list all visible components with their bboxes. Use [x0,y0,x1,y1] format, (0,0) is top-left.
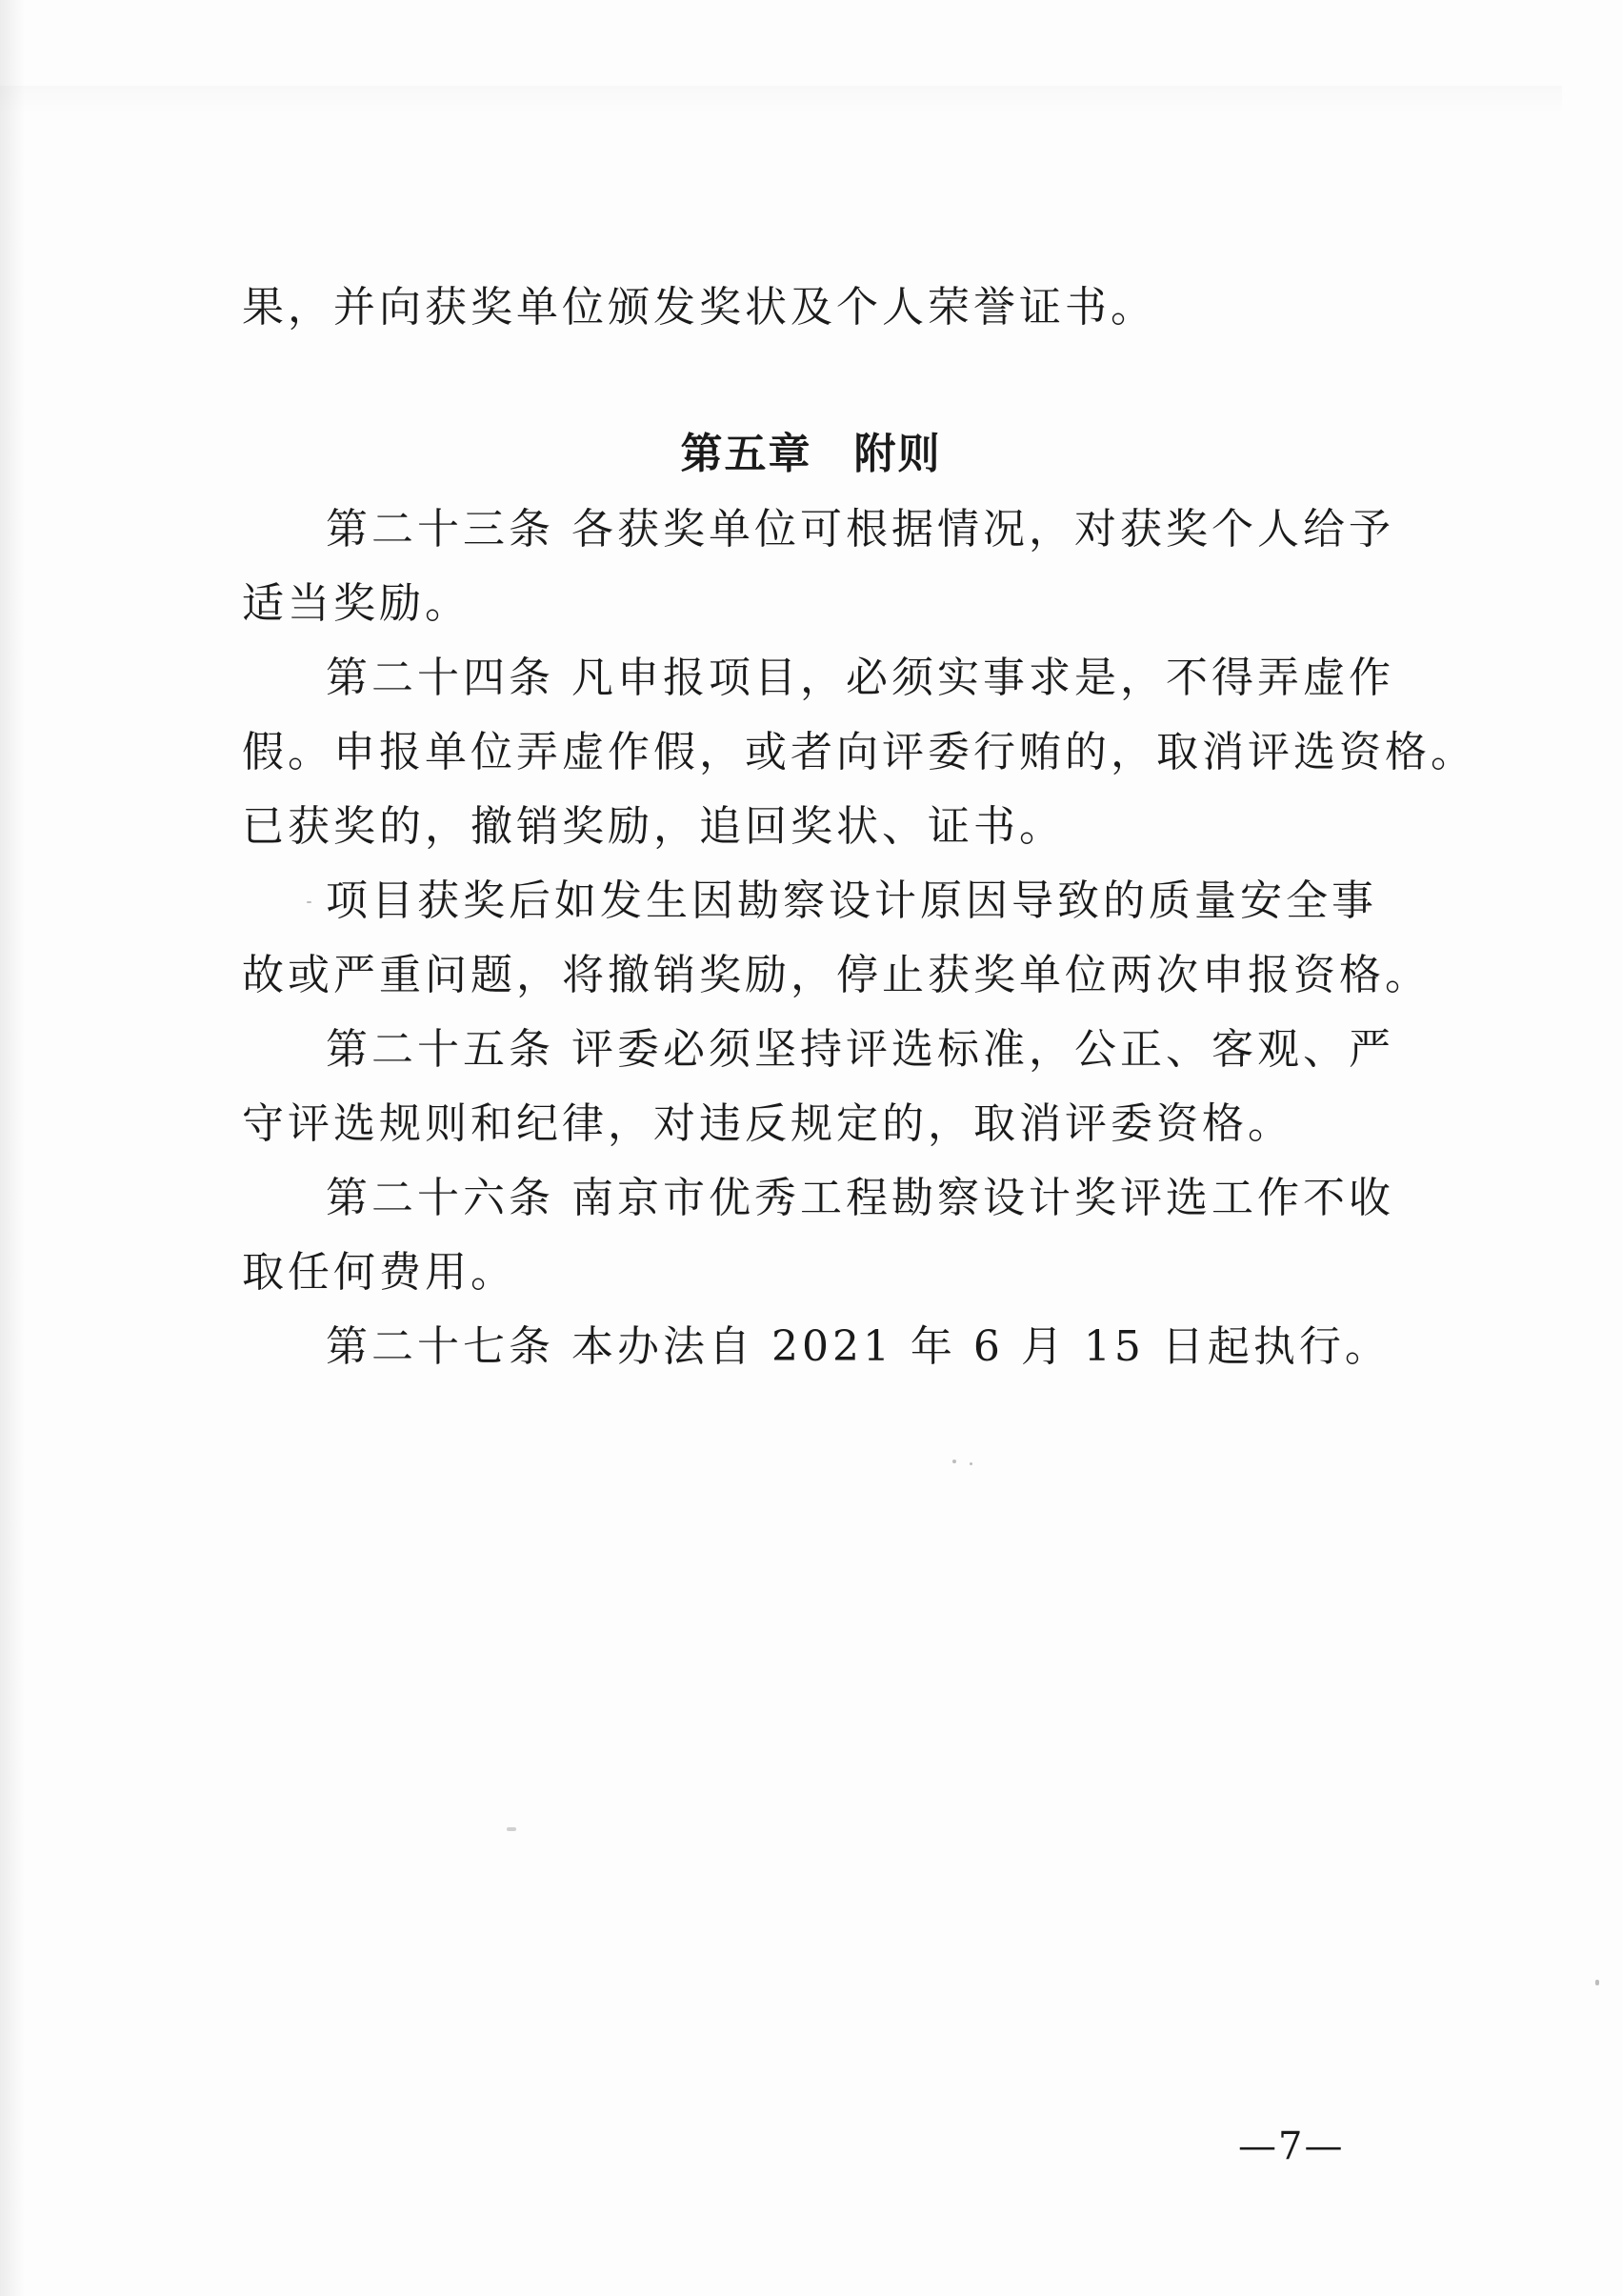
article-26 [242,1161,1394,1310]
text-line: 第二十五条 评委必须坚持评选标准，公正、客观、严 [326,1025,1394,1074]
article-27 [242,1310,1391,1384]
scan-speck [970,1462,972,1465]
text-line: 项目获奖后如发生因勘察设计原因导致的质量安全事 [326,876,1377,925]
text-line: 第二十七条 本办法自 2021 年 6 月 15 日起执行。 [326,1322,1391,1371]
scan-shadow-edge [0,0,25,2296]
scan-speck [952,1460,956,1463]
scan-speck [1595,1980,1599,1985]
article-24 [242,641,1476,864]
page-number: —7— [1238,2125,1345,2168]
chapter-name: 附则 [853,430,942,478]
chapter-number: 第五章 [680,430,812,478]
text-line: 守评选规则和纪律，对违反规定的，取消评委资格。 [242,1099,1293,1148]
text-line: 已获奖的，撤销奖励，追回奖状、证书。 [242,802,1065,851]
text-line: 第二十六条 南京市优秀工程勘察设计奖评选工作不收 [326,1174,1394,1222]
scan-shadow-top [0,86,1562,114]
text-line: 果，并向获奖单位颁发奖状及个人荣誉证书。 [242,283,1156,332]
scan-speck [307,901,311,903]
chapter-heading [0,419,1622,480]
text-line: 适当奖励。 [242,579,471,628]
text-line: 第二十四条 凡申报项目，必须实事求是，不得弄虚作 [326,654,1394,702]
article-25 [242,1013,1394,1161]
continuation-paragraph [242,271,1347,345]
text-line: 取任何费用。 [242,1248,516,1297]
article-23 [242,493,1394,641]
text-line: 第二十三条 各获奖单位可根据情况，对获奖个人给予 [326,505,1394,554]
text-line: 假。申报单位弄虚作假，或者向评委行贿的，取消评选资格。 [242,728,1476,776]
scan-speck [507,1827,516,1831]
text-line: 故或严重问题，将撤销奖励，停止获奖单位两次申报资格。 [242,951,1431,999]
article-24-paragraph-2 [242,864,1431,1013]
